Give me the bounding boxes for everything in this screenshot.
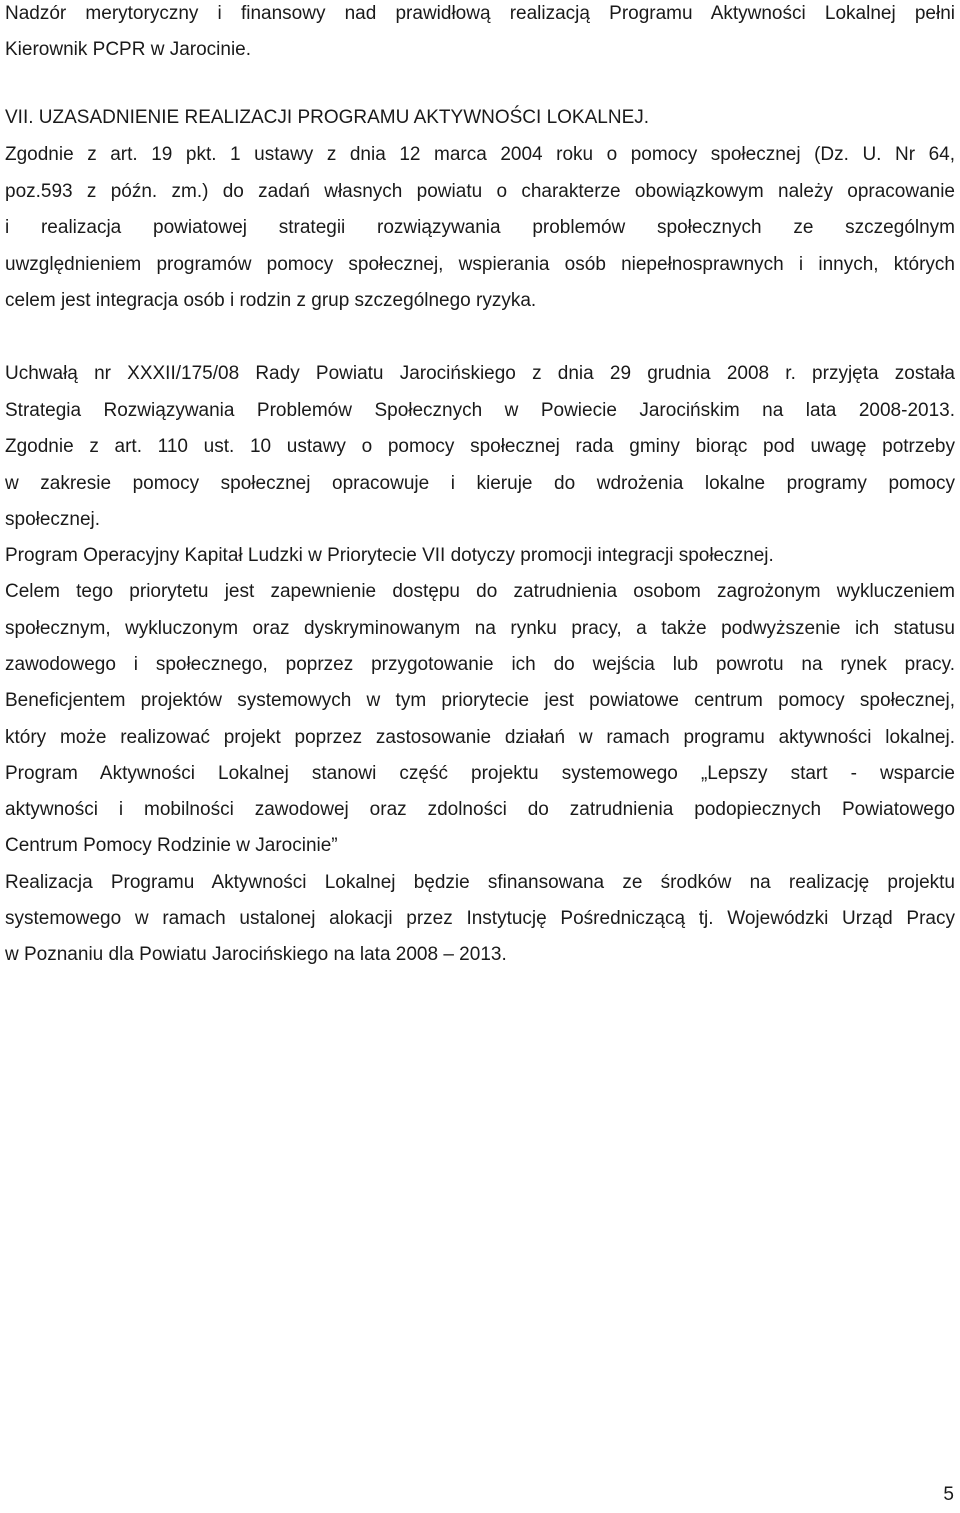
text-line: Centrum Pomocy Rodzinie w Jarocinie”: [5, 835, 338, 856]
text-line: Strategia Rozwiązywania Problemów Społecznych w Powiecie Jarocińskim na lata 2008-2013.: [5, 400, 955, 421]
text-line: który może realizować projekt poprzez zastosowanie działań w ramach programu aktywności lokalnej.: [5, 727, 955, 748]
text-line: Beneficjentem projektów systemowych w tym priorytecie jest powiatowe centrum pomocy społecznej,: [5, 690, 955, 711]
text-line: Zgodnie z art. 110 ust. 10 ustawy o pomocy społecznej rada gminy biorąc pod uwagę potrzeby: [5, 436, 955, 457]
text-line: Program Operacyjny Kapitał Ludzki w Priorytecie VII dotyczy promocji integracji społecznej.: [5, 545, 774, 566]
text-line: i realizacja powiatowej strategii rozwiązywania problemów społecznych ze szczególnym: [5, 217, 955, 238]
text-line: systemowego w ramach ustalonej alokacji przez Instytucję Pośredniczącą tj. Wojewódzki Urząd Pracy: [5, 908, 955, 929]
text-line: społecznym, wykluczonym oraz dyskryminowanym na rynku pracy, a także podwyższenie ich statusu: [5, 618, 955, 639]
text-line: uwzględnieniem programów pomocy społecznej, wspierania osób niepełnosprawnych i innych, których: [5, 254, 955, 275]
text-line: zawodowego i społecznego, poprzez przygotowanie ich do wejścia lub powrotu na rynek pracy.: [5, 654, 955, 675]
text-line: aktywności i mobilności zawodowej oraz zdolności do zatrudnienia podopiecznych Powiatowego: [5, 799, 955, 820]
text-line: poz.593 z późn. zm.) do zadań własnych powiatu o charakterze obowiązkowym należy opracowanie: [5, 181, 955, 202]
section-heading: VII. UZASADNIENIE REALIZACJI PROGRAMU AKTYWNOŚCI LOKALNEJ.: [5, 107, 650, 128]
text-line: Celem tego priorytetu jest zapewnienie dostępu do zatrudnienia osobom zagrożonym wykluczeniem: [5, 581, 955, 602]
text-line: celem jest integracja osób i rodzin z grup szczególnego ryzyka.: [5, 290, 537, 311]
text-line: Kierownik PCPR w Jarocinie.: [5, 39, 252, 60]
text-line: w Poznaniu dla Powiatu Jarocińskiego na lata 2008 – 2013.: [5, 944, 507, 965]
page-number: 5: [943, 1484, 954, 1505]
text-line: Nadzór merytoryczny i finansowy nad prawidłową realizacją Programu Aktywności Lokalnej pełni: [5, 3, 955, 24]
text-line: Program Aktywności Lokalnej stanowi część projektu systemowego „Lepszy start - wsparcie: [5, 763, 955, 784]
text-line: Zgodnie z art. 19 pkt. 1 ustawy z dnia 12 marca 2004 roku o pomocy społecznej (Dz. U. Nr 64,: [5, 144, 955, 165]
text-line: Uchwałą nr XXXII/175/08 Rady Powiatu Jarocińskiego z dnia 29 grudnia 2008 r. przyjęta została: [5, 363, 955, 384]
text-line: w zakresie pomocy społecznej opracowuje i kieruje do wdrożenia lokalne programy pomocy: [5, 473, 955, 494]
text-line: Realizacja Programu Aktywności Lokalnej będzie sfinansowana ze środków na realizację projektu: [5, 872, 955, 893]
text-line: społecznej.: [5, 509, 101, 530]
